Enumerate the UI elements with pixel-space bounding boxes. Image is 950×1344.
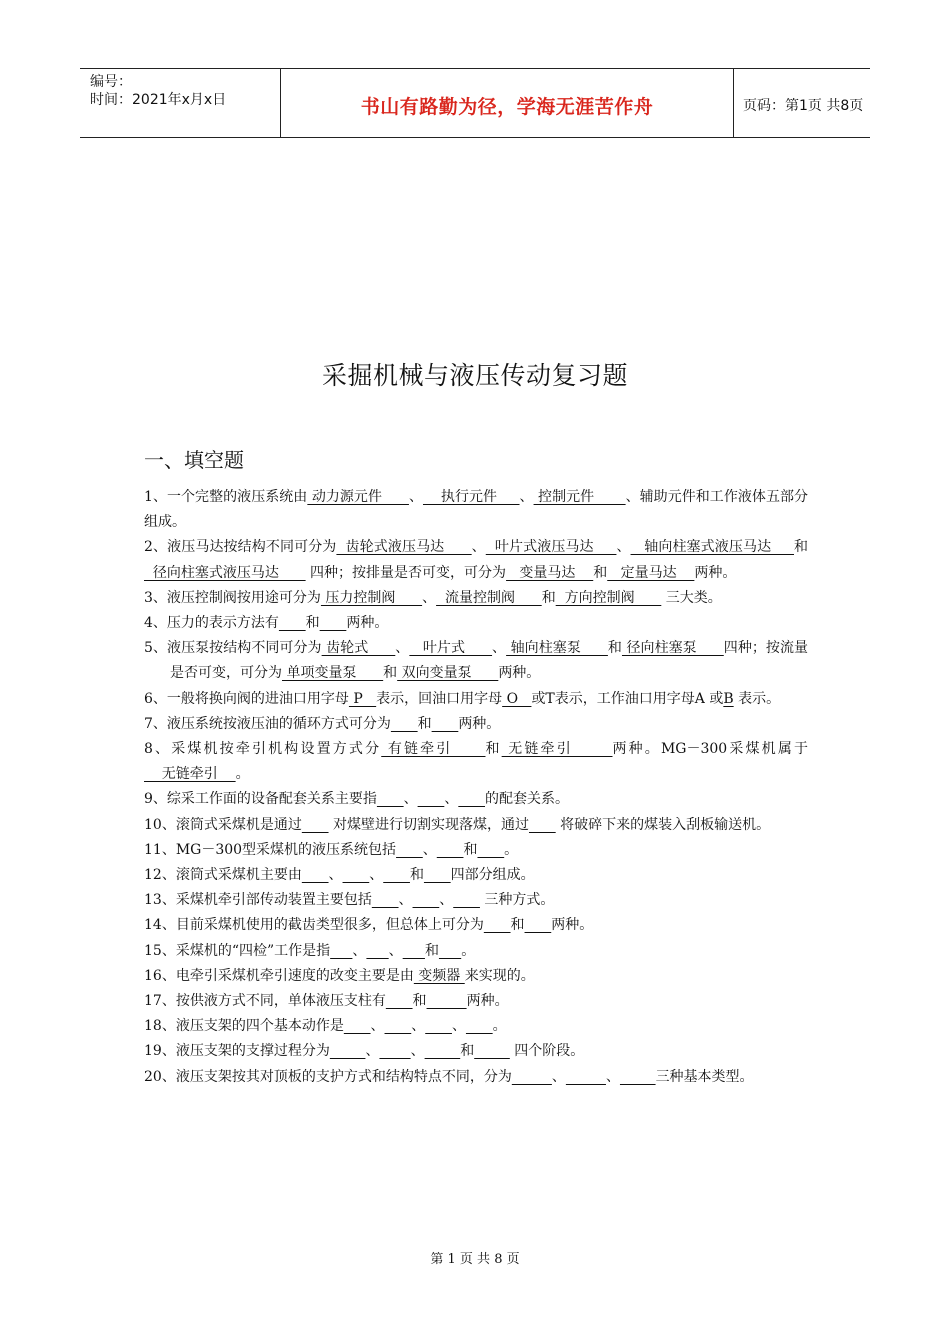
blank	[403, 943, 425, 959]
question-18: 18、液压支架的四个基本动作是 、 、 、 。	[144, 1018, 507, 1035]
blank: 单项变量泵	[282, 665, 384, 682]
blank: 径向柱塞式液压马达	[144, 564, 306, 581]
blank	[620, 1069, 656, 1085]
blank	[279, 615, 306, 631]
blank	[383, 867, 410, 883]
question-11: 11、MG－300型采煤机的液压系统包括 、 和 。	[144, 841, 519, 858]
blank	[525, 917, 552, 933]
question-12: 12、滚筒式采煤机主要由 、 、 和 四部分组成。	[144, 867, 535, 884]
question-8: 8、采煤机按牵引机构设置方式分 有链牵引 和 无链牵引 两种。MG－300采煤机属于 无链牵引 。	[144, 741, 808, 783]
blank	[458, 791, 485, 807]
question-17: 17、按供液方式不同，单体液压支柱有 和 两种。	[144, 993, 509, 1010]
blank: 轴向柱塞泵	[506, 640, 608, 657]
page-info: 页码：第1页 共8页	[743, 98, 864, 114]
page-footer: 第 1 页 共 8 页	[430, 1252, 520, 1267]
blank	[453, 892, 480, 908]
blank	[474, 1043, 510, 1059]
number-label: 编号：	[90, 74, 132, 90]
blank	[437, 842, 464, 858]
blank	[566, 1069, 606, 1085]
blank	[344, 1018, 371, 1034]
blank	[413, 892, 440, 908]
blank: 有链牵引	[381, 741, 486, 758]
blank: 无链牵引	[144, 766, 236, 783]
document-header	[80, 68, 870, 138]
blank: 叶片式液压马达	[485, 539, 617, 556]
question-3: 3、液压控制阀按用途可分为 压力控制阀 、 流量控制阀 和 方向控制阀 三大类。	[144, 589, 722, 606]
blank	[427, 993, 467, 1009]
blank	[396, 842, 423, 858]
blank: 变频器	[413, 967, 465, 984]
blank: 动力源元件	[307, 489, 409, 505]
blank	[466, 1018, 493, 1034]
blank: 变量马达	[506, 564, 594, 581]
blank: O	[502, 690, 532, 707]
question-13: 13、采煤机牵引部传动装置主要包括 、 、 三种方式。	[144, 892, 555, 909]
blank: 轴向柱塞式液压马达	[630, 539, 794, 556]
question-7: 7、液压系统按液压油的循环方式可分为 和 两种。	[144, 715, 501, 732]
blank	[302, 867, 329, 883]
question-5: 5、液压泵按结构不同可分为 齿轮式 、 叶片式 、 轴向柱塞泵 和 径向柱塞泵 四种；按流量是否可变，可分为 单项变量泵 和 双向变量泵 两种。	[144, 640, 809, 682]
blank	[330, 1043, 366, 1059]
question-6: 6、一般将换向阀的进油口用字母 P 表示，回油口用字母 O 或T表示，工作油口用字母A 或B 表示。	[144, 690, 781, 707]
blank	[366, 943, 388, 959]
blank	[425, 1018, 452, 1034]
blank	[343, 867, 370, 883]
blank	[385, 1018, 412, 1034]
question-20: 20、液压支架按其对顶板的支护方式和结构特点不同，分为 、 、 三种基本类型。	[144, 1068, 754, 1085]
question-16: 16、电牵引采煤机牵引速度的改变主要是由 变频器 来实现的。	[144, 967, 535, 984]
question-19: 19、液压支架的支撑过程分为 、 、 和 四个阶段。	[144, 1043, 585, 1060]
blank: 定量马达	[607, 564, 695, 581]
blank: 流量控制阀	[436, 589, 542, 606]
blank: 方向控制阀	[555, 589, 662, 606]
blank	[379, 1043, 410, 1059]
question-4: 4、压力的表示方法有 和 两种。	[144, 615, 389, 632]
blank	[372, 892, 399, 908]
motto: 书山有路勤为径，学海无涯苦作舟	[360, 96, 654, 118]
blank	[302, 817, 329, 833]
blank	[512, 1069, 552, 1085]
blank: 齿轮式液压马达	[336, 539, 472, 556]
header-page-cell	[733, 69, 870, 137]
question-2: 2、液压马达按结构不同可分为 齿轮式液压马达 、 叶片式液压马达 、 轴向柱塞式液压马达 和 径向柱塞式液压马达 四种；按排量是否可变，可分为 变量马达 和 定量马达 两种。	[144, 539, 808, 581]
question-list	[144, 485, 808, 1090]
question-1: 1、一个完整的液压系统由 动力源元件 、 执行元件 、 控制元件 、辅助元件和工作液体五部分组成。	[144, 489, 809, 531]
blank: 径向柱塞泵	[621, 640, 724, 657]
blank	[386, 993, 413, 1009]
blank: 双向变量泵	[397, 665, 499, 682]
blank	[377, 791, 404, 807]
header-meta-cell	[80, 69, 280, 137]
document-title: 采掘机械与液压传动复习题	[321, 361, 628, 390]
question-10: 10、滚筒式采煤机是通过 对煤壁进行切割实现落煤，通过 将破碎下来的煤装入刮板输送机。	[144, 816, 771, 833]
blank	[477, 842, 504, 858]
header-motto-cell	[280, 69, 734, 137]
date-label: 时间：2021年x月x日	[90, 92, 227, 108]
blank	[320, 615, 347, 631]
question-9: 9、综采工作面的设备配套关系主要指 、 、 的配套关系。	[144, 791, 570, 808]
question-15: 15、采煤机的“四检”工作是指 、 、 和 。	[144, 942, 476, 959]
blank	[432, 716, 459, 732]
blank	[330, 943, 352, 959]
blank	[529, 817, 556, 833]
blank	[484, 917, 511, 933]
blank: 无链牵引	[501, 741, 613, 758]
question-14: 14、目前采煤机使用的截齿类型很多，但总体上可分为 和 两种。	[144, 917, 594, 934]
blank	[424, 867, 451, 883]
blank: 控制元件	[533, 489, 626, 505]
blank: P	[348, 690, 377, 707]
blank	[439, 943, 461, 959]
blank: 齿轮式	[321, 640, 396, 657]
blank	[425, 1043, 461, 1059]
blank: 叶片式	[409, 640, 493, 657]
blank: 执行元件	[422, 489, 520, 505]
blank: 压力控制阀	[320, 589, 423, 606]
blank	[391, 716, 418, 732]
section-heading: 一、填空题	[144, 448, 244, 472]
blank: B	[723, 690, 734, 707]
blank	[418, 791, 445, 807]
